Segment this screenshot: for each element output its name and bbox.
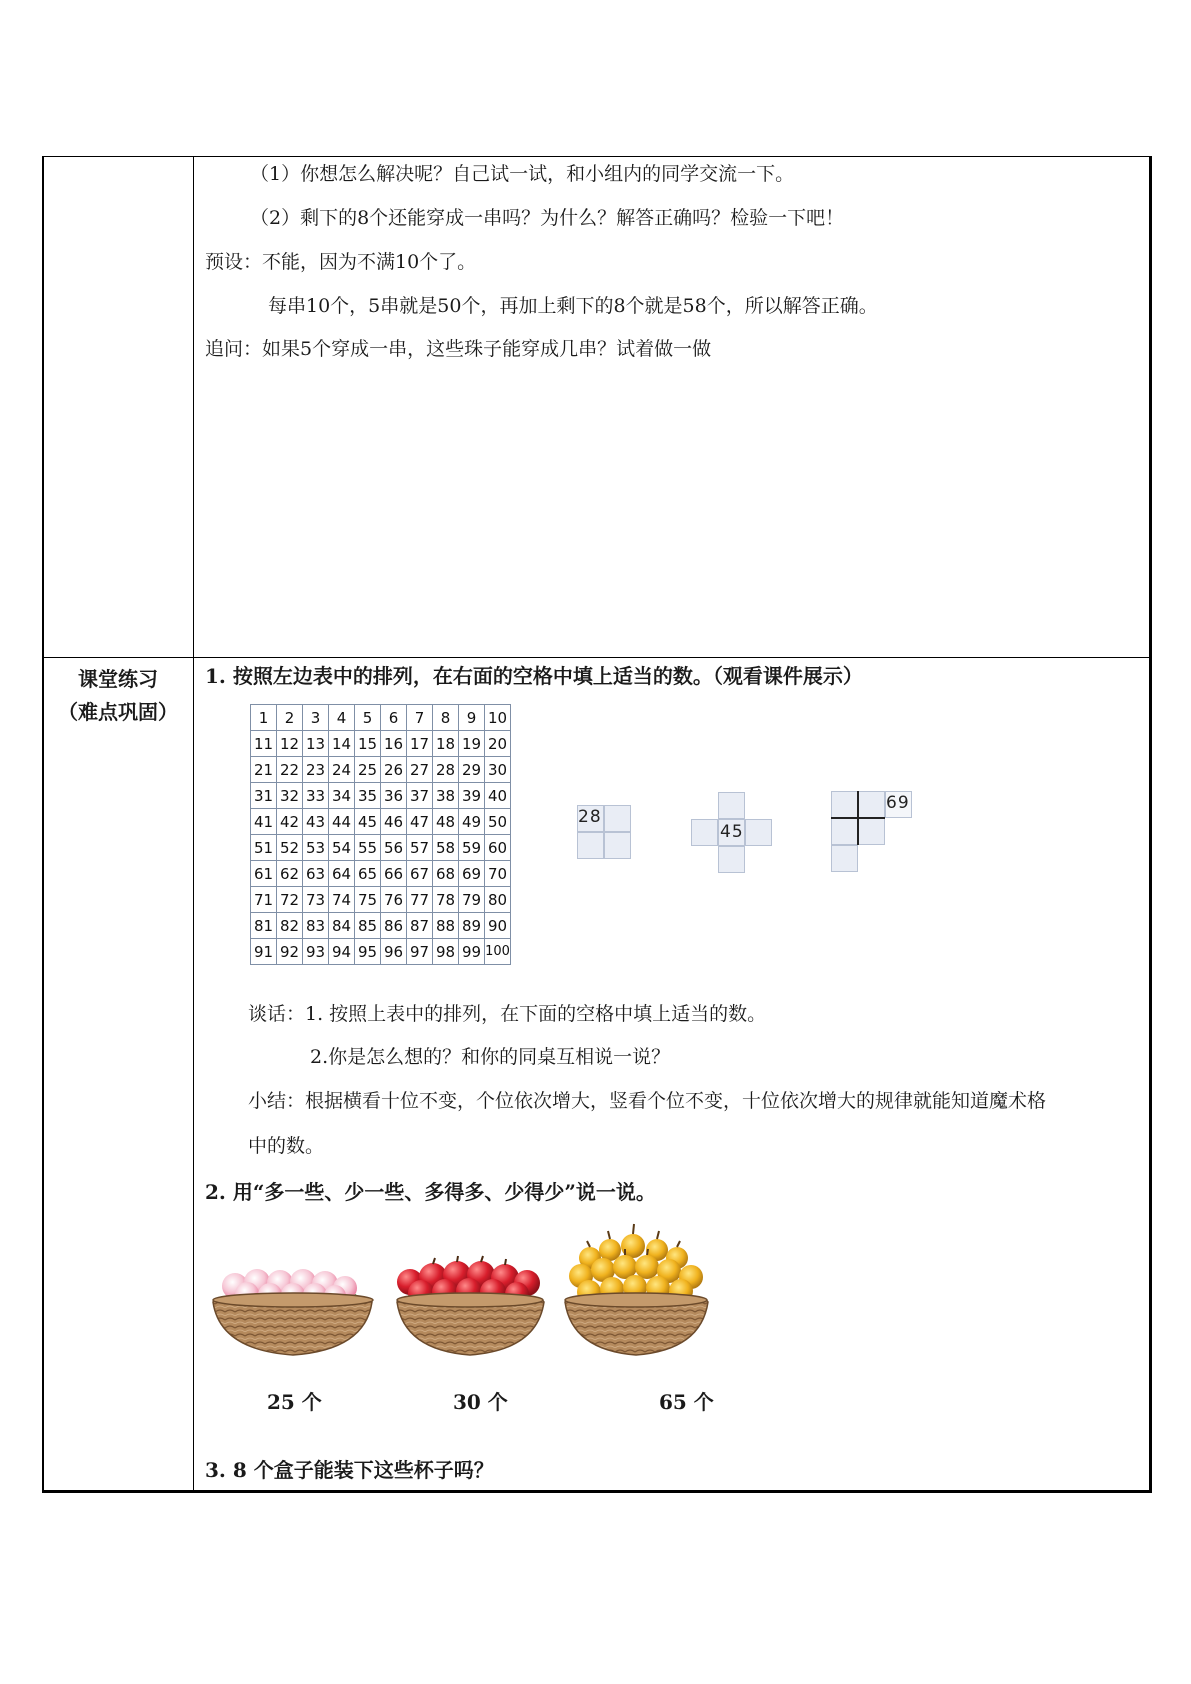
grid-cell: 20: [485, 731, 511, 757]
question-3: 3. 8 个盒子能装下这些杯子吗？: [205, 1458, 494, 1482]
grid-cell: 98: [433, 939, 459, 965]
grid-cell: 43: [303, 809, 329, 835]
grid-cell: 12: [277, 731, 303, 757]
step-1-text: （1）你想怎么解决呢？自己试一试，和小组内的同学交流一下。: [250, 163, 795, 185]
grid-cell: 17: [407, 731, 433, 757]
grid-cell: 96: [381, 939, 407, 965]
grid-cell: 36: [381, 783, 407, 809]
grid-cell: 8: [433, 705, 459, 731]
grid-cell: 24: [329, 757, 355, 783]
grid-cell: 100: [485, 939, 511, 965]
grid-cell: 5: [355, 705, 381, 731]
grid-cell: 84: [329, 913, 355, 939]
grid-cell: 39: [459, 783, 485, 809]
section-label-subtitle: （难点巩固）: [58, 700, 178, 724]
grid-cell: 90: [485, 913, 511, 939]
grid-cell: 80: [485, 887, 511, 913]
apple-count: 30 个: [453, 1390, 508, 1414]
grid-cell: 61: [251, 861, 277, 887]
grid-row: [251, 809, 511, 835]
grid-cell: 74: [329, 887, 355, 913]
grid-row: [251, 757, 511, 783]
fruit-baskets-illustration: [205, 1220, 765, 1370]
grid-cell: 29: [459, 757, 485, 783]
grid-cell: 19: [459, 731, 485, 757]
grid-cell: 14: [329, 731, 355, 757]
grid-cell: 72: [277, 887, 303, 913]
grid-row: [251, 913, 511, 939]
grid-cell: 27: [407, 757, 433, 783]
follow-up-text: 追问：如果5个穿成一串，这些珠子能穿成几串？试着做一做: [205, 338, 712, 360]
grid-cell: 30: [485, 757, 511, 783]
grid-row: [251, 705, 511, 731]
section-label-practice: 课堂练习: [78, 667, 158, 691]
pear-count: 65 个: [659, 1390, 714, 1414]
grid-cell: 42: [277, 809, 303, 835]
grid-cell: 52: [277, 835, 303, 861]
grid-cell: 48: [433, 809, 459, 835]
grid-cell: 94: [329, 939, 355, 965]
grid-row: [251, 939, 511, 965]
grid-cell: 11: [251, 731, 277, 757]
grid-cell: 78: [433, 887, 459, 913]
puzzle-number-45: 45: [720, 822, 744, 842]
puzzle-number-28: 28: [578, 807, 602, 827]
preset-text: 预设：不能，因为不满10个了。: [205, 251, 477, 273]
grid-cell: 65: [355, 861, 381, 887]
hundred-grid: [250, 704, 511, 965]
check-text: 每串10个，5串就是50个，再加上剩下的8个就是58个，所以解答正确。: [268, 295, 878, 317]
grid-cell: 64: [329, 861, 355, 887]
grid-cell: 59: [459, 835, 485, 861]
pear-basket: [565, 1224, 708, 1355]
table-left-border: [42, 156, 44, 1493]
grid-cell: 54: [329, 835, 355, 861]
grid-cell: 45: [355, 809, 381, 835]
grid-cell: 75: [355, 887, 381, 913]
grid-cell: 95: [355, 939, 381, 965]
grid-cell: 85: [355, 913, 381, 939]
grid-cell: 87: [407, 913, 433, 939]
table-bottom-border: [42, 1490, 1152, 1493]
grid-row: [251, 887, 511, 913]
grid-cell: 92: [277, 939, 303, 965]
apple-basket: [397, 1256, 544, 1355]
grid-cell: 77: [407, 887, 433, 913]
grid-cell: 23: [303, 757, 329, 783]
grid-cell: 26: [381, 757, 407, 783]
grid-cell: 38: [433, 783, 459, 809]
table-right-border: [1149, 156, 1152, 1493]
grid-cell: 21: [251, 757, 277, 783]
grid-cell: 62: [277, 861, 303, 887]
question-2: 2. 用“多一些、少一些、多得多、少得少”说一说。: [205, 1180, 656, 1204]
grid-cell: 79: [459, 887, 485, 913]
summary-line-1: 小结：根据横看十位不变，个位依次增大，竖看个位不变，十位依次增大的规律就能知道魔术格: [248, 1090, 1047, 1112]
grid-cell: 49: [459, 809, 485, 835]
grid-cell: 10: [485, 705, 511, 731]
grid-cell: 47: [407, 809, 433, 835]
grid-cell: 66: [381, 861, 407, 887]
grid-cell: 70: [485, 861, 511, 887]
grid-cell: 16: [381, 731, 407, 757]
grid-cell: 63: [303, 861, 329, 887]
grid-cell: 56: [381, 835, 407, 861]
grid-cell: 86: [381, 913, 407, 939]
grid-cell: 34: [329, 783, 355, 809]
grid-cell: 13: [303, 731, 329, 757]
grid-cell: 37: [407, 783, 433, 809]
grid-cell: 83: [303, 913, 329, 939]
grid-cell: 81: [251, 913, 277, 939]
grid-cell: 1: [251, 705, 277, 731]
grid-cell: 89: [459, 913, 485, 939]
grid-cell: 3: [303, 705, 329, 731]
grid-cell: 31: [251, 783, 277, 809]
table-top-border: [42, 156, 1152, 157]
grid-cell: 4: [329, 705, 355, 731]
grid-cell: 18: [433, 731, 459, 757]
grid-cell: 57: [407, 835, 433, 861]
grid-cell: 25: [355, 757, 381, 783]
peach-basket: [213, 1269, 373, 1355]
grid-cell: 6: [381, 705, 407, 731]
grid-row: [251, 731, 511, 757]
talk-line-1: 谈话：1. 按照上表中的排列，在下面的空格中填上适当的数。: [248, 1003, 767, 1025]
grid-cell: 73: [303, 887, 329, 913]
grid-cell: 93: [303, 939, 329, 965]
grid-cell: 15: [355, 731, 381, 757]
grid-cell: 91: [251, 939, 277, 965]
talk-line-2: 2.你是怎么想的？和你的同桌互相说一说？: [310, 1046, 671, 1068]
grid-cell: 35: [355, 783, 381, 809]
grid-cell: 32: [277, 783, 303, 809]
grid-cell: 41: [251, 809, 277, 835]
grid-cell: 82: [277, 913, 303, 939]
grid-cell: 53: [303, 835, 329, 861]
grid-cell: 51: [251, 835, 277, 861]
grid-cell: 69: [459, 861, 485, 887]
grid-row: [251, 783, 511, 809]
grid-cell: 46: [381, 809, 407, 835]
puzzle-number-69: 69: [886, 793, 910, 813]
table-column-divider: [193, 156, 194, 1493]
grid-cell: 68: [433, 861, 459, 887]
summary-line-2: 中的数。: [248, 1135, 325, 1157]
grid-row: [251, 861, 511, 887]
puzzle-divider-v: [857, 791, 859, 845]
grid-cell: 58: [433, 835, 459, 861]
grid-cell: 40: [485, 783, 511, 809]
grid-cell: 67: [407, 861, 433, 887]
grid-cell: 71: [251, 887, 277, 913]
grid-cell: 2: [277, 705, 303, 731]
grid-cell: 88: [433, 913, 459, 939]
step-2-text: （2）剩下的8个还能穿成一串吗？为什么？解答正确吗？检验一下吧！: [250, 207, 845, 229]
grid-cell: 99: [459, 939, 485, 965]
question-1: 1. 按照左边表中的排列，在右面的空格中填上适当的数。（观看课件展示）: [205, 664, 863, 688]
table-row-divider: [42, 657, 1152, 658]
grid-cell: 44: [329, 809, 355, 835]
grid-row: [251, 835, 511, 861]
grid-cell: 76: [381, 887, 407, 913]
grid-cell: 9: [459, 705, 485, 731]
grid-cell: 7: [407, 705, 433, 731]
grid-cell: 22: [277, 757, 303, 783]
grid-cell: 28: [433, 757, 459, 783]
grid-cell: 60: [485, 835, 511, 861]
grid-cell: 55: [355, 835, 381, 861]
peach-count: 25 个: [267, 1390, 322, 1414]
grid-cell: 50: [485, 809, 511, 835]
grid-cell: 33: [303, 783, 329, 809]
grid-cell: 97: [407, 939, 433, 965]
